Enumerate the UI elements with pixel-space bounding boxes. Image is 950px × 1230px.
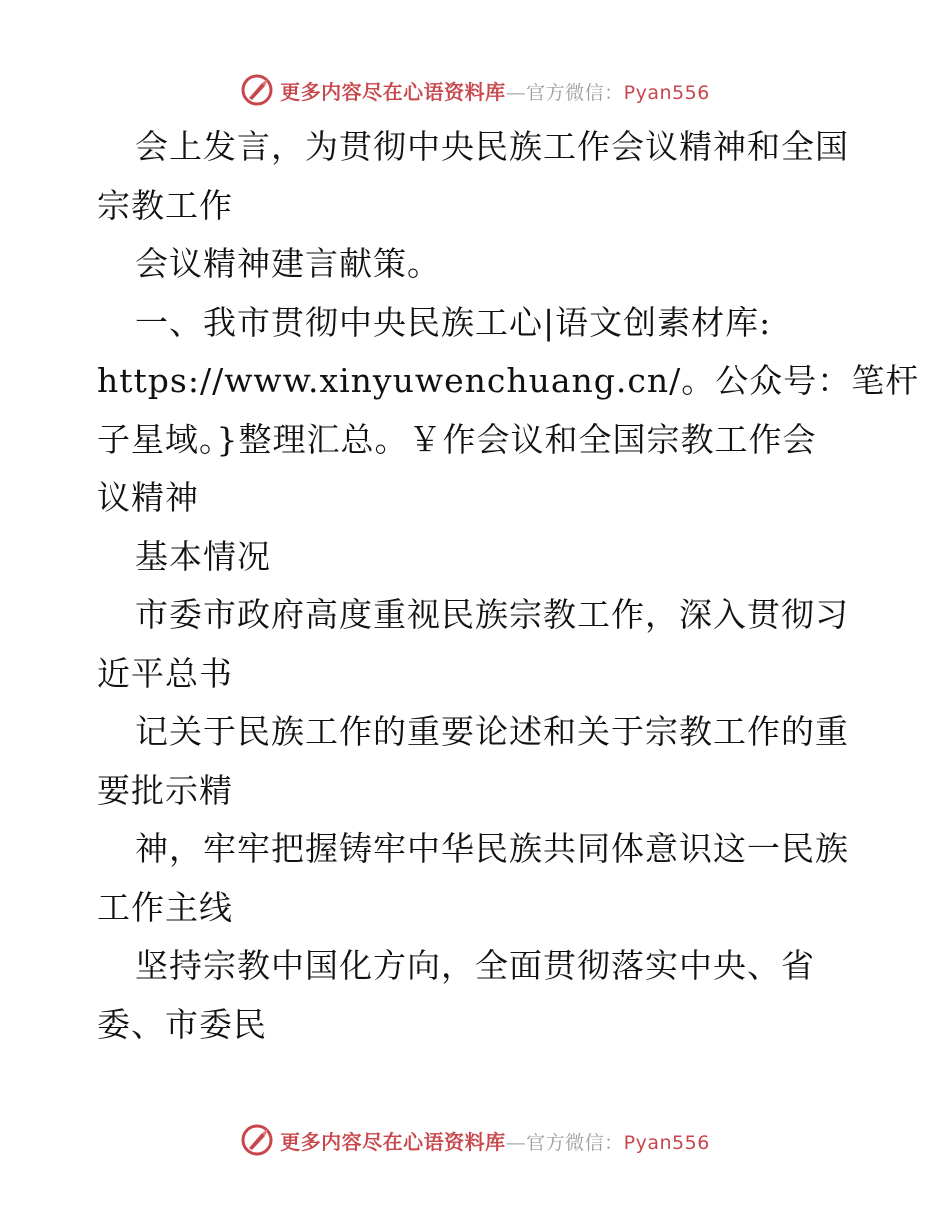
watermark-handle: Pyan556 (623, 81, 710, 104)
body-line: 工作主线 (97, 887, 233, 927)
body-line: 会上发言，为贯彻中央民族工作会议精神和全国 (135, 127, 849, 166)
watermark-dash: — (505, 1129, 527, 1154)
body-line: 一、我市贯彻中央民族工心|语文创素材库: (135, 302, 772, 342)
body-line: 市委市政府高度重视民族宗教工作，深入贯彻习 (135, 595, 849, 634)
body-line: 委、市委民 (97, 1004, 267, 1044)
body-line: 子星域。}整理汇总。￥作会议和全国宗教工作会 (97, 419, 817, 459)
watermark-dash: — (505, 79, 527, 104)
body-line: 神，牢牢把握铸牢中华民族共同体意识这一民族 (135, 829, 849, 868)
body-line: 记关于民族工作的重要论述和关于宗教工作的重 (135, 712, 849, 751)
watermark-label: 官方微信： (526, 1131, 624, 1154)
quill-logo-icon (240, 73, 274, 107)
document-body (97, 118, 920, 1054)
body-line: 议精神 (97, 478, 199, 517)
footer-watermark (0, 1120, 950, 1160)
body-line: 坚持宗教中国化方向，全面贯彻落实中央、省 (135, 946, 815, 985)
section-heading: 基本情况 (135, 536, 271, 576)
watermark-site: 更多内容尽在心语资料库 (280, 1129, 506, 1154)
body-line: 近平总书 (97, 653, 233, 693)
watermark-site: 更多内容尽在心语资料库 (280, 79, 506, 104)
body-line: https://www.xinyuwenchuang.cn/。公众号：笔杆 (97, 361, 920, 400)
watermark-text (280, 1126, 710, 1155)
body-line: 会议精神建言献策。 (135, 244, 441, 283)
header-watermark (0, 70, 950, 110)
watermark-handle: Pyan556 (623, 1131, 710, 1154)
quill-logo-icon (240, 1123, 274, 1157)
watermark-text (280, 76, 710, 105)
body-line: 要批示精 (97, 770, 233, 810)
watermark-label: 官方微信： (526, 81, 624, 104)
body-line: 宗教工作 (97, 185, 233, 225)
